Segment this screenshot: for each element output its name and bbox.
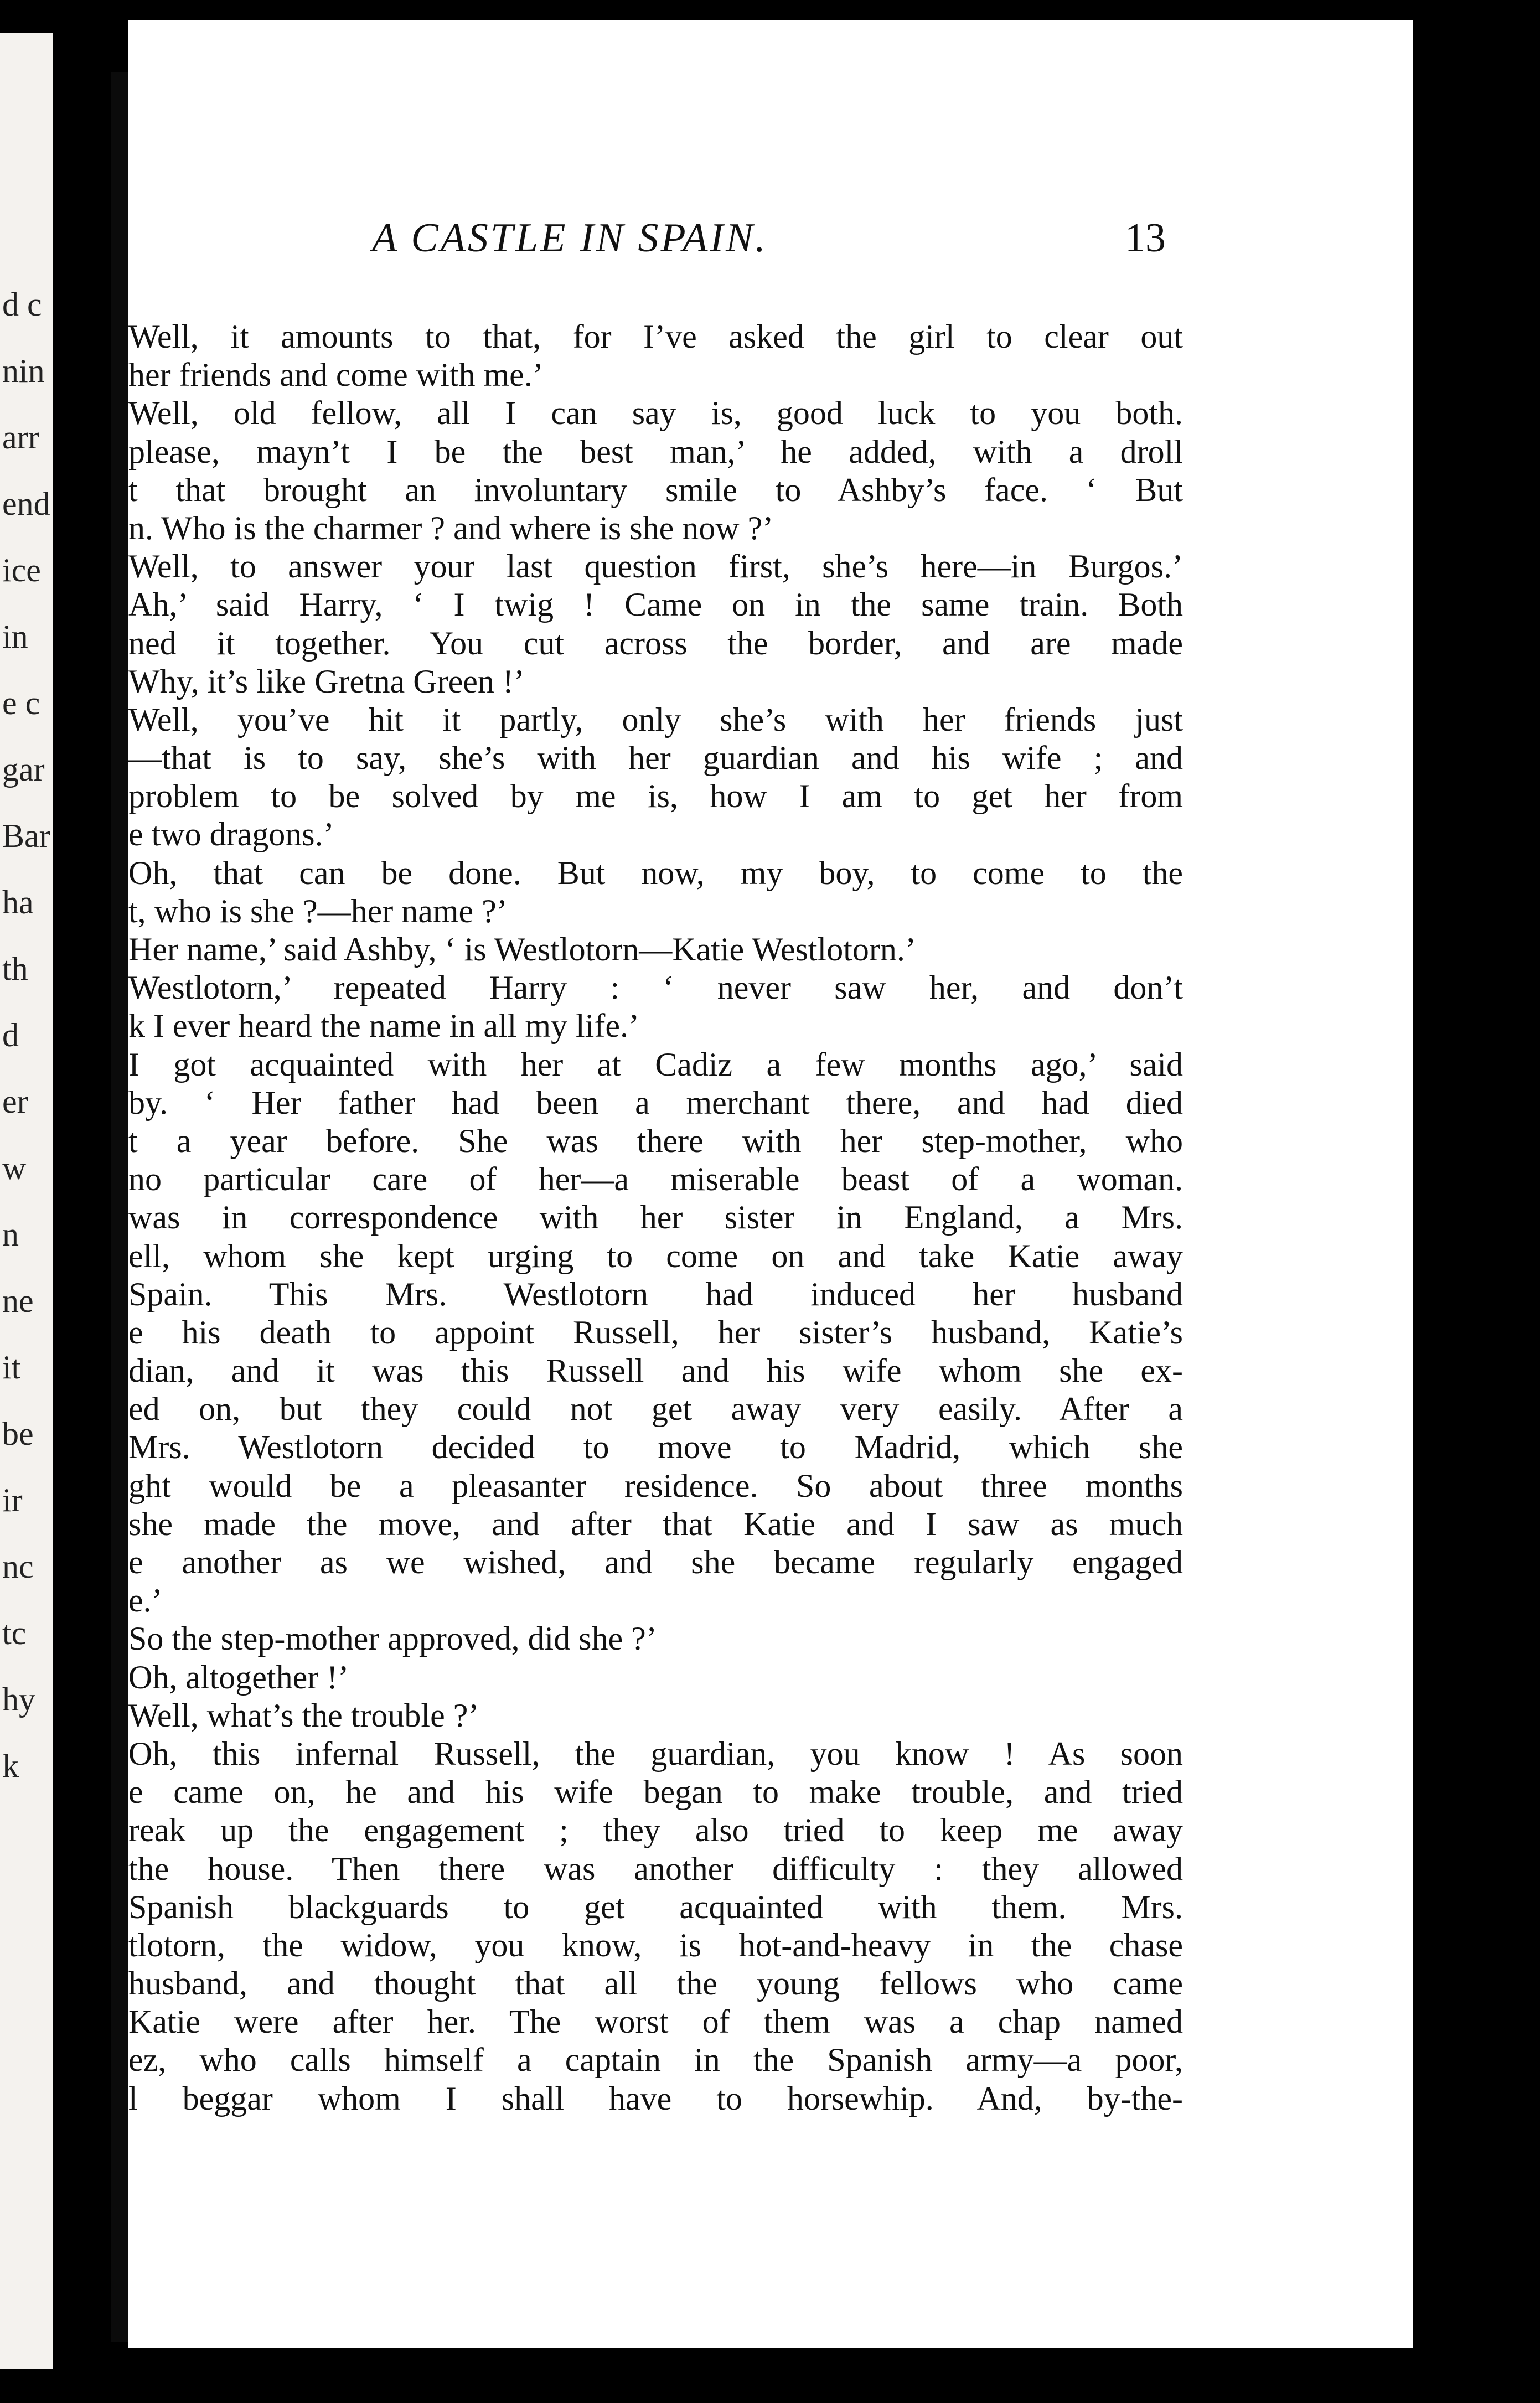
text-line xyxy=(128,1122,1183,1160)
text-line xyxy=(128,1735,1183,1773)
text-line xyxy=(128,1773,1183,1811)
text-line-content: Westlotorn,’ repeated Harry : ‘ never saw her, and don’t xyxy=(128,969,1183,1006)
text-line xyxy=(128,394,1183,432)
facing-page-fragment: Bar xyxy=(2,818,50,854)
text-line xyxy=(128,1658,1183,1697)
facing-page-fragment: ice xyxy=(2,552,41,588)
text-line xyxy=(128,1160,1183,1198)
text-line xyxy=(128,1582,1183,1620)
text-line-content: ght would be a pleasanter residence. So about three months xyxy=(128,1467,1183,1504)
text-line-content: e his death to appoint Russell, her sister’s husband, Katie’s xyxy=(128,1314,1183,1351)
text-line-content: k I ever heard the name in all my life.’ xyxy=(128,1007,639,1045)
text-line xyxy=(128,1620,1183,1658)
text-line-content: Well, it amounts to that, for I’ve asked the girl to clear out xyxy=(128,318,1183,355)
text-line xyxy=(128,1275,1183,1314)
text-line-content: e.’ xyxy=(128,1582,163,1619)
text-line-content: she made the move, and after that Katie and I saw as much xyxy=(128,1505,1183,1542)
text-line xyxy=(128,1850,1183,1888)
text-line xyxy=(128,892,1183,931)
text-line xyxy=(128,1543,1183,1582)
page-header xyxy=(128,215,1413,265)
text-line-content: t a year before. She was there with her step-mother, who xyxy=(128,1122,1183,1159)
facing-page-fragment: e c xyxy=(2,685,40,721)
text-line-content: please, mayn’t I be the best man,’ he added, with a droll xyxy=(128,433,1183,470)
facing-page-fragment: nin xyxy=(2,353,45,389)
text-line-content: I got acquainted with her at Cadiz a few months ago,’ said xyxy=(128,1046,1183,1083)
text-line-content: the house. Then there was another difficulty : they allowed xyxy=(128,1850,1183,1887)
text-line xyxy=(128,1084,1183,1122)
facing-page-fragment: nc xyxy=(2,1548,34,1585)
text-line-content: dian, and it was this Russell and his wife whom she ex- xyxy=(128,1352,1183,1389)
text-line-content: Well, what’s the trouble ?’ xyxy=(128,1697,479,1734)
text-line-content: ned it together. You cut across the border, and are made xyxy=(128,624,1183,662)
text-line xyxy=(128,2080,1183,2118)
facing-page-fragment: tc xyxy=(2,1615,27,1651)
book-page xyxy=(128,20,1413,2348)
text-line xyxy=(128,2041,1183,2079)
text-line-content: reak up the engagement ; they also tried to keep me away xyxy=(128,1812,1183,1849)
text-line-content: So the step-mother approved, did she ?’ xyxy=(128,1620,657,1657)
text-line xyxy=(128,1314,1183,1352)
facing-page-fragment: er xyxy=(2,1083,28,1120)
facing-page-fragment: hy xyxy=(2,1681,35,1718)
text-line-content: was in correspondence with her sister in England, a Mrs. xyxy=(128,1199,1183,1236)
text-line xyxy=(128,739,1183,777)
facing-page-fragment: be xyxy=(2,1415,34,1452)
facing-page-fragment: arr xyxy=(2,419,39,456)
facing-page-fragment: w xyxy=(2,1150,27,1186)
text-line xyxy=(128,624,1183,663)
text-line-content: Why, it’s like Gretna Green !’ xyxy=(128,663,525,700)
text-line xyxy=(128,1237,1183,1275)
text-line-content: t, who is she ?—her name ?’ xyxy=(128,892,508,929)
facing-page-fragment: n xyxy=(2,1216,19,1253)
text-line-content: ell, whom she kept urging to come on and take Katie away xyxy=(128,1237,1183,1274)
text-line-content: problem to be solved by me is, how I am to get her from xyxy=(128,778,1183,815)
text-line xyxy=(128,701,1183,739)
text-line-content: Well, you’ve hit it partly, only she’s with her friends just xyxy=(128,701,1183,738)
text-line xyxy=(128,815,1183,854)
facing-page-fragment: d xyxy=(2,1017,19,1053)
text-line xyxy=(128,1467,1183,1505)
page-number: 13 xyxy=(1125,215,1166,261)
text-line xyxy=(128,586,1183,624)
text-line xyxy=(128,471,1183,509)
text-line xyxy=(128,1965,1183,2003)
facing-page-fragment: in xyxy=(2,618,28,655)
facing-page-fragment: ir xyxy=(2,1482,23,1518)
text-line xyxy=(128,318,1183,356)
text-line-content: Her name,’ said Ashby, ‘ is Westlotorn—Katie Westlotorn.’ xyxy=(128,931,916,968)
text-line xyxy=(128,663,1183,701)
text-line-content: ez, who calls himself a captain in the Spanish army—a poor, xyxy=(128,2042,1183,2079)
facing-page-fragment: k xyxy=(2,1748,19,1784)
facing-page-fragment: ne xyxy=(2,1283,34,1319)
text-line xyxy=(128,1811,1183,1849)
text-line xyxy=(128,931,1183,969)
text-line-content: —that is to say, she’s with her guardian and his wife ; and xyxy=(128,740,1183,777)
text-line-content: t that brought an involuntary smile to Ashby’s face. ‘ But xyxy=(128,471,1183,508)
text-line-content: Spain. This Mrs. Westlotorn had induced her husband xyxy=(128,1275,1183,1312)
running-head: A CASTLE IN SPAIN. xyxy=(372,215,768,261)
facing-page-fragment: end xyxy=(2,485,50,522)
text-line xyxy=(128,854,1183,892)
facing-page-edge xyxy=(0,33,53,2369)
text-line-content: tlotorn, the widow, you know, is hot-and-heavy in the chase xyxy=(128,1926,1183,1963)
facing-page-fragment: it xyxy=(2,1349,21,1386)
text-line-content: l beggar whom I shall have to horsewhip. And, by-the- xyxy=(128,2080,1183,2117)
text-line xyxy=(128,356,1183,394)
text-line xyxy=(128,969,1183,1007)
facing-page-fragment: ha xyxy=(2,884,34,921)
facing-page-fragment: gar xyxy=(2,751,45,788)
text-line xyxy=(128,777,1183,815)
text-line-content: Spanish blackguards to get acquainted with them. Mrs. xyxy=(128,1888,1183,1925)
text-line-content: e two dragons.’ xyxy=(128,816,334,853)
text-line xyxy=(128,1505,1183,1543)
text-line-content: Mrs. Westlotorn decided to move to Madrid, which she xyxy=(128,1429,1183,1466)
text-line xyxy=(128,433,1183,471)
text-line-content: e another as we wished, and she became regularly engaged xyxy=(128,1544,1183,1580)
text-line xyxy=(128,1888,1183,1926)
text-line xyxy=(128,1352,1183,1390)
body-text xyxy=(128,318,1183,2118)
text-line-content: Well, to answer your last question first, she’s here—in Burgos.’ xyxy=(128,548,1183,585)
text-line-content: n. Who is the charmer ? and where is she now ?’ xyxy=(128,509,774,546)
text-line-content: Well, old fellow, all I can say is, good luck to you both. xyxy=(128,395,1183,432)
facing-page-fragment: d c xyxy=(2,286,42,323)
text-line xyxy=(128,1390,1183,1428)
text-line xyxy=(128,1697,1183,1735)
text-line xyxy=(128,1007,1183,1045)
text-line-content: no particular care of her—a miserable beast of a woman. xyxy=(128,1161,1183,1198)
text-line-content: husband, and thought that all the young fellows who came xyxy=(128,1965,1183,2002)
text-line-content: Ah,’ said Harry, ‘ I twig ! Came on in the same train. Both xyxy=(128,586,1183,623)
text-line xyxy=(128,509,1183,547)
text-line xyxy=(128,1046,1183,1084)
text-line-content: by. ‘ Her father had been a merchant there, and had died xyxy=(128,1084,1183,1121)
text-line-content: Oh, altogether !’ xyxy=(128,1658,349,1696)
facing-page-fragment: th xyxy=(2,950,28,987)
text-line-content: e came on, he and his wife began to make trouble, and tried xyxy=(128,1774,1183,1811)
text-line xyxy=(128,1428,1183,1466)
text-line-content: Oh, that can be done. But now, my boy, to come to the xyxy=(128,854,1183,891)
text-line xyxy=(128,2003,1183,2041)
text-line xyxy=(128,547,1183,586)
text-line xyxy=(128,1198,1183,1237)
text-line-content: Katie were after her. The worst of them was a chap named xyxy=(128,2003,1183,2040)
text-line-content: ed on, but they could not get away very easily. After a xyxy=(128,1391,1183,1428)
text-line-content: Oh, this infernal Russell, the guardian, you know ! As soon xyxy=(128,1735,1183,1772)
text-line-content: her friends and come with me.’ xyxy=(128,356,544,394)
text-line xyxy=(128,1926,1183,1965)
